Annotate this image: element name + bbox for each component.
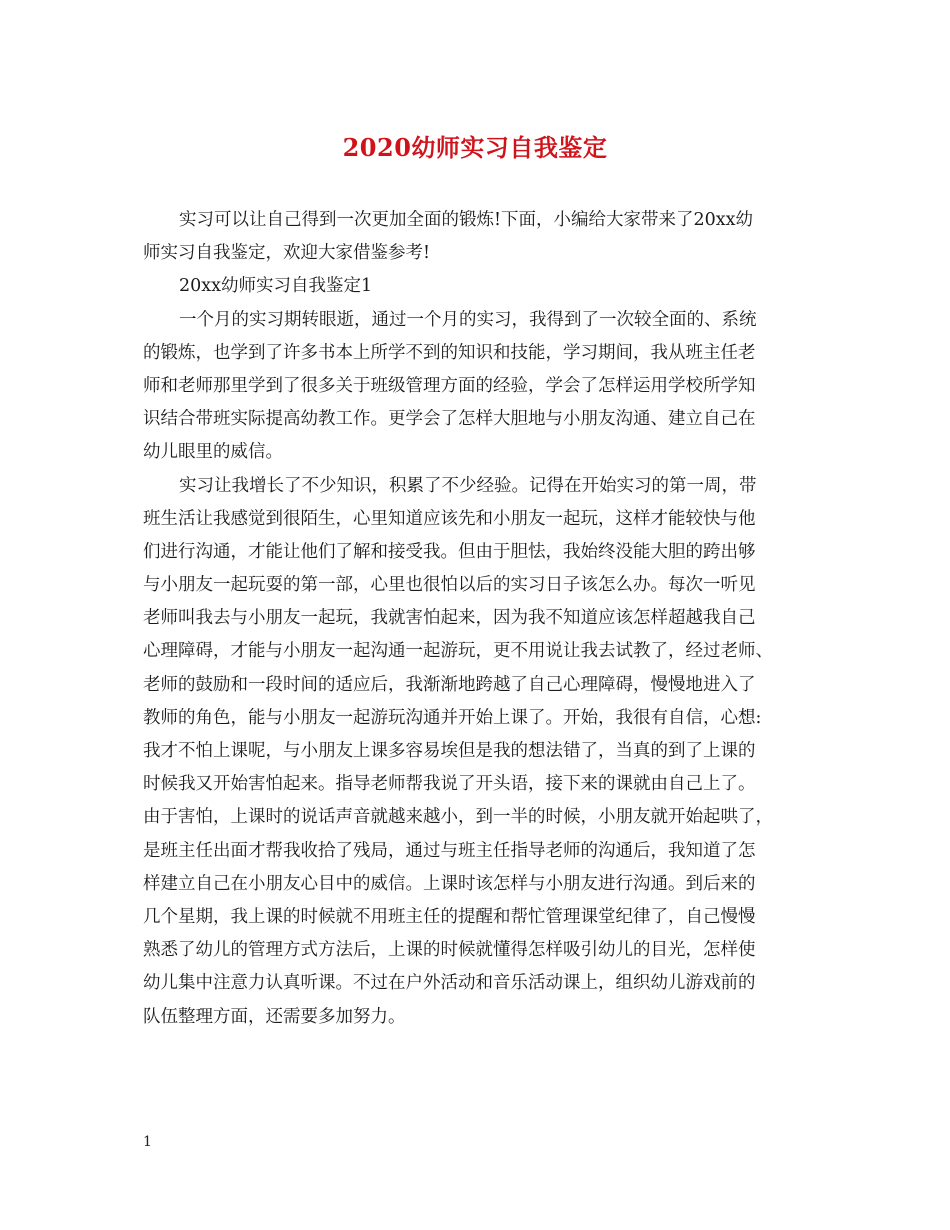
paragraph-line: 一个月的实习期转眼逝，通过一个月的实习，我得到了一次较全面的、系统 xyxy=(179,309,757,330)
paragraph-line: 实习可以让自己得到一次更加全面的锻炼!下面，小编给大家带来了20xx幼 xyxy=(179,210,754,230)
paragraph-line: 师实习自我鉴定，欢迎大家借鉴参考! xyxy=(143,243,431,264)
paragraph-line: 教师的角色，能与小朋友一起游玩沟通并开始上课了。开始，我很有自信，心想: xyxy=(143,707,762,728)
paragraph-line: 实习让我增长了不少知识，积累了不少经验。记得在开始实习的第一周，带 xyxy=(179,475,757,496)
paragraph-line: 心理障碍，才能与小朋友一起沟通一起游玩，更不用说让我去试教了，经过老师、 xyxy=(143,641,773,662)
paragraph-line: 识结合带班实际提高幼教工作。更学会了怎样大胆地与小朋友沟通、建立自己在 xyxy=(143,409,756,430)
paragraph-line: 老师的鼓励和一段时间的适应后，我渐渐地跨越了自己心理障碍，慢慢地进入了 xyxy=(143,674,756,695)
paragraph-line: 的锻炼，也学到了许多书本上所学不到的知识和技能，学习期间，我从班主任老 xyxy=(143,342,756,363)
document-body xyxy=(143,204,813,1034)
paragraph-line: 样建立自己在小朋友心目中的威信。上课时该怎样与小朋友进行沟通。到后来的 xyxy=(143,873,756,894)
paragraph-line: 幼儿集中注意力认真听课。不过在户外活动和音乐活动课上，组织幼儿游戏前的 xyxy=(143,973,756,994)
paragraph-line: 与小朋友一起玩耍的第一部，心里也很怕以后的实习日子该怎么办。每次一听见 xyxy=(143,575,756,596)
paragraph-line: 队伍整理方面，还需要多加努力。 xyxy=(143,1006,406,1027)
paragraph-line: 是班主任出面才帮我收拾了残局，通过与班主任指导老师的沟通后，我知道了怎 xyxy=(143,840,756,861)
paragraph-line: 时候我又开始害怕起来。指导老师帮我说了开头语，接下来的课就由自己上了。 xyxy=(143,774,756,795)
paragraph-line: 由于害怕，上课时的说话声音就越来越小，到一半的时候，小朋友就开始起哄了， xyxy=(143,807,773,828)
paragraph-line: 师和老师那里学到了很多关于班级管理方面的经验，学会了怎样运用学校所学知 xyxy=(143,375,756,396)
paragraph-line: 班生活让我感觉到很陌生，心里知道应该先和小朋友一起玩，这样才能较快与他 xyxy=(143,508,756,529)
paragraph-line: 们进行沟通，才能让他们了解和接受我。但由于胆怯，我始终没能大胆的跨出够 xyxy=(143,541,756,562)
page-number: 1 xyxy=(143,1134,152,1150)
paragraph-line: 熟悉了幼儿的管理方式方法后，上课的时候就懂得怎样吸引幼儿的目光，怎样使 xyxy=(143,940,756,961)
document-title: 2020幼师实习自我鉴定 xyxy=(342,133,608,162)
section-heading: 20xx幼师实习自我鉴定1 xyxy=(179,276,373,297)
paragraph-line: 老师叫我去与小朋友一起玩，我就害怕起来，因为我不知道应该怎样超越我自己 xyxy=(143,608,756,629)
paragraph-line: 幼儿眼里的威信。 xyxy=(143,442,283,463)
paragraph-line: 我才不怕上课呢，与小朋友上课多容易埃但是我的想法错了，当真的到了上课的 xyxy=(143,741,756,761)
paragraph-line: 几个星期，我上课的时候就不用班主任的提醒和帮忙管理课堂纪律了，自己慢慢 xyxy=(143,906,756,927)
